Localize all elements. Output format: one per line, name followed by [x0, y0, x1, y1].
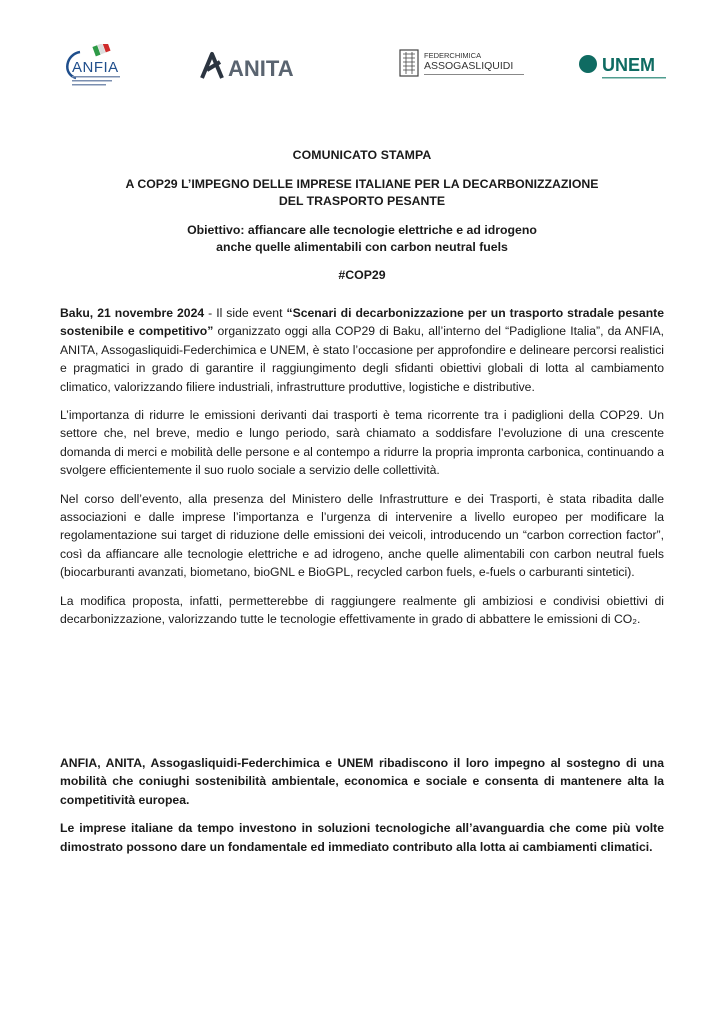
hashtag: #COP29	[338, 268, 386, 282]
unem-wordmark: UNEM	[602, 55, 655, 75]
paragraph-4: La modifica proposta, infatti, permetterebbe di raggiungere realmente gli ambiziosi e condivisi obiettivi di decarbonizzazione, valorizzando tutte le tecnologie effettivamente in grado di abbattere le emissioni di CO₂.	[60, 593, 664, 627]
subtitle-line-2: anche quelle alimentabili con carbon neutral fuels	[216, 240, 508, 254]
release-label: COMUNICATO STAMPA	[292, 148, 432, 162]
anfia-wordmark: ANFIA	[72, 59, 119, 76]
event-title: “Scenari di decarbonizzazione per un trasporto stradale pesante sostenibile e competitivo”	[60, 306, 664, 339]
release-heading	[60, 148, 664, 282]
anfia-logo	[58, 44, 148, 88]
release-closing	[60, 754, 664, 866]
dateline: Baku, 21 novembre 2024	[60, 306, 205, 320]
assogasliquidi-logo	[398, 44, 538, 88]
release-body	[60, 304, 664, 639]
title-line-2: DEL TRASPORTO PESANTE	[278, 194, 446, 208]
paragraph-1	[60, 304, 664, 396]
release-subtitle	[60, 222, 664, 256]
logo-row	[58, 44, 678, 88]
title-line-1: A COP29 L’IMPEGNO DELLE IMPRESE ITALIANE PER LA DECARBONIZZAZIONE	[125, 177, 599, 191]
subtitle-line-1: Obiettivo: affiancare alle tecnologie elettriche e ad idrogeno	[187, 223, 537, 237]
anita-logo	[198, 44, 318, 88]
federchimica-text: FEDERCHIMICA	[424, 51, 482, 60]
paragraph-3: Nel corso dell’evento, alla presenza del Ministero delle Infrastrutture e dei Trasporti, è stata ribadita dalle associazioni e dalle imprese l’importanza e l’urgenza di intervenire a livello europeo per modificare la regolamentazione sui target di riduzione delle emissioni dei veicoli, introducendo un “carbon correction factor”, così da affiancare alle tecnologie elettriche e ad idrogeno, anche quelle alimentabili con carbon neutral fuels (biocarburanti avanzati, biometano, bioGNL e BioGPL, recycled carbon fuels, e-fuels o carburanti sintetici).	[60, 491, 664, 580]
paragraph-1-text: organizzato oggi alla COP29 di Baku, all’interno del “Padiglione Italia”, da ANFIA, ANITA, Assogasliquidi-Federchimica e UNEM, è stato l’occasione per approfondire e delineare percorsi realistici e pragmatici in grado di garantire il raggiungimento degli sfidanti obiettivi globali di lotta al cambiamento climatico, valorizzando filiere industriali, infrastrutture produttive, logistiche e distributive.	[60, 324, 664, 394]
paragraph-6: Le imprese italiane da tempo investono in soluzioni tecnologiche all’avanguardia che come più volte dimostrato possono dare un fondamentale ed immediato contributo alla lotta ai cambiamenti climatici.	[60, 821, 664, 854]
paragraph-5: ANFIA, ANITA, Assogasliquidi-Federchimica e UNEM ribadiscono il loro impegno al sostegno di una mobilità che coniughi sostenibilità ambientale, economica e sociale e consenta di mantenere alta la competitività europea.	[60, 756, 664, 807]
paragraph-1-intro: - Il side event	[204, 306, 287, 320]
release-title	[60, 176, 664, 210]
anita-wordmark: ANITA	[228, 56, 294, 81]
unem-logo	[578, 44, 678, 88]
assogasliquidi-text: ASSOGASLIQUIDI	[424, 60, 514, 72]
paragraph-2: L’importanza di ridurre le emissioni derivanti dai trasporti è tema ricorrente tra i padiglioni della COP29. Un settore che, nel breve, medio e lungo periodo, sarà chiamato a soddisfare l’evoluzione di una crescente domanda di merci e mobilità delle persone e al contempo a ridurre la propria impronta carbonica, continuando a svolgere efficientemente il suo ruolo sociale a servizio delle collettività.	[60, 408, 664, 478]
